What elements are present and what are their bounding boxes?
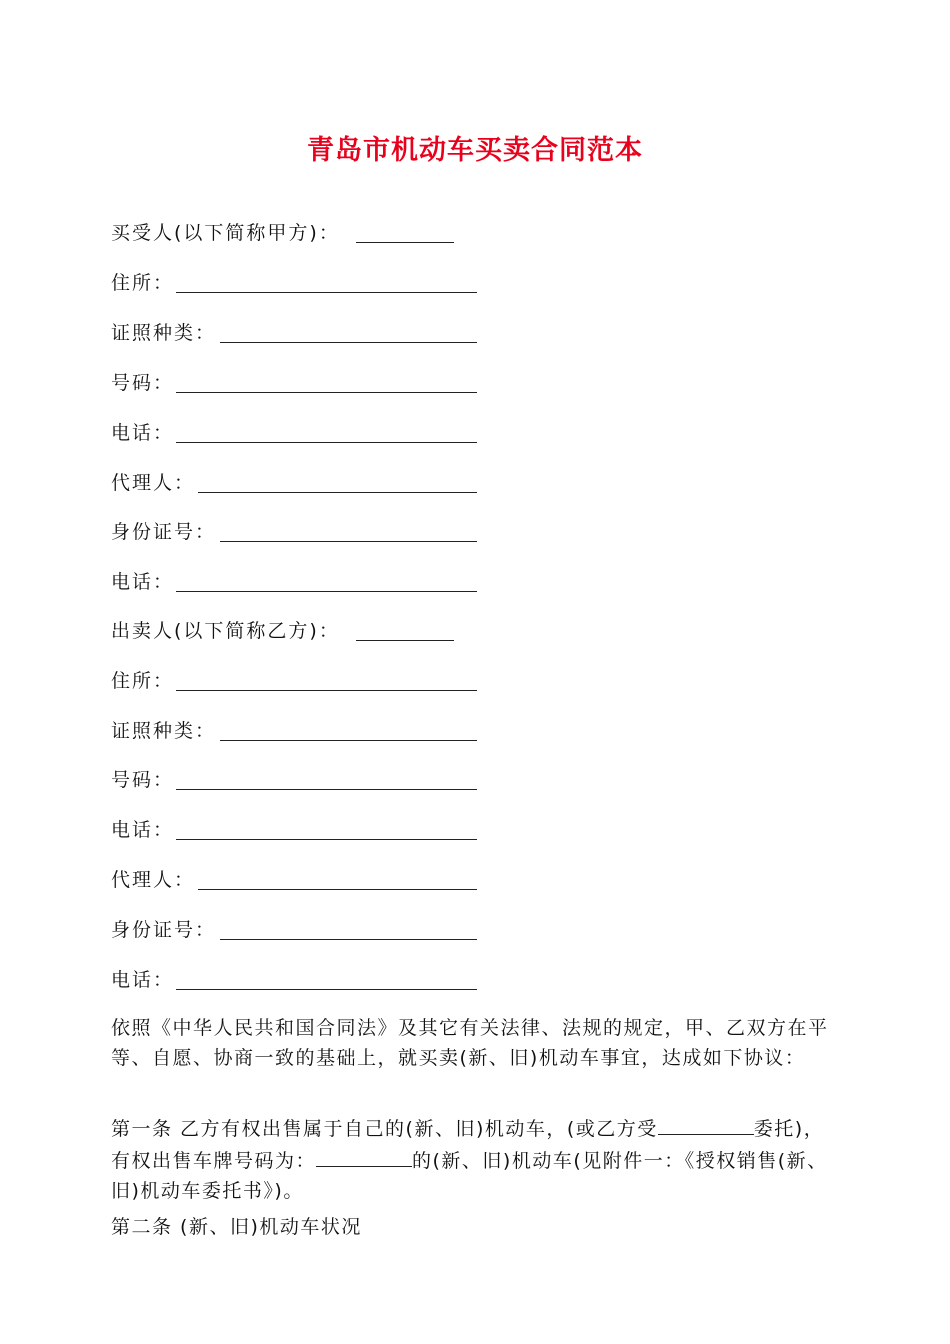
- buyer-phone-field: [111, 419, 174, 447]
- seller-license-type-field: [111, 717, 216, 745]
- seller-id-blank[interactable]: [220, 939, 477, 940]
- seller-name-blank[interactable]: [356, 640, 454, 641]
- buyer-id-blank[interactable]: [220, 541, 477, 542]
- field-label: 电话：: [111, 422, 175, 444]
- field-label: 住所：: [111, 272, 175, 294]
- buyer-number-blank[interactable]: [176, 392, 477, 393]
- buyer-license-type-blank[interactable]: [220, 342, 477, 343]
- buyer-agent-phone-field: [111, 568, 174, 596]
- field-label: 电话：: [111, 819, 175, 841]
- article-2-heading: 第二条 (新、旧)机动车状况: [111, 1216, 362, 1238]
- plate-number-blank[interactable]: [316, 1144, 412, 1167]
- article-1-text-a: 第一条 乙方有权出售属于自己的(新、旧)机动车，(或乙方受: [111, 1118, 658, 1140]
- buyer-number-field: [111, 369, 174, 397]
- field-label: 住所：: [111, 670, 175, 692]
- field-label: 身份证号：: [111, 521, 217, 543]
- buyer-license-type-field: [111, 319, 216, 347]
- buyer-address-field: [111, 269, 174, 297]
- seller-address-field: [111, 667, 174, 695]
- field-label: 电话：: [111, 969, 175, 991]
- field-label: 电话：: [111, 571, 175, 593]
- seller-license-type-blank[interactable]: [220, 740, 477, 741]
- buyer-address-blank[interactable]: [176, 292, 477, 293]
- buyer-agent-field: [111, 469, 195, 497]
- field-label: 证照种类：: [111, 322, 217, 344]
- buyer-heading-label: 买受人(以下简称甲方)：: [111, 222, 340, 244]
- field-label: 代理人：: [111, 869, 196, 891]
- seller-address-blank[interactable]: [176, 690, 477, 691]
- document-title: 青岛市机动车买卖合同范本: [307, 135, 643, 166]
- entrusting-party-blank[interactable]: [658, 1112, 754, 1135]
- article-1: [111, 1112, 841, 1206]
- article-1-text-b: 委托)，有权出售车牌号码为：: [111, 1118, 825, 1172]
- field-label: 身份证号：: [111, 919, 217, 941]
- field-label: 号码：: [111, 769, 175, 791]
- field-label: 证照种类：: [111, 720, 217, 742]
- seller-phone-blank[interactable]: [176, 839, 477, 840]
- field-label: 号码：: [111, 372, 175, 394]
- seller-heading-label: 出卖人(以下简称乙方)：: [111, 620, 340, 642]
- buyer-agent-blank[interactable]: [198, 492, 477, 493]
- seller-phone-field: [111, 816, 174, 844]
- buyer-heading: [111, 219, 340, 247]
- seller-agent-field: [111, 866, 195, 894]
- buyer-agent-phone-blank[interactable]: [176, 591, 477, 592]
- seller-agent-phone-blank[interactable]: [176, 989, 477, 990]
- buyer-id-field: [111, 518, 216, 546]
- seller-number-field: [111, 766, 174, 794]
- seller-id-field: [111, 916, 216, 944]
- field-label: 代理人：: [111, 472, 196, 494]
- article-1-text-c: 的(新、旧)机动车(见附件一：《授权销售(新、旧)机动车委托书》)。: [111, 1150, 828, 1202]
- buyer-name-blank[interactable]: [356, 242, 454, 243]
- seller-number-blank[interactable]: [176, 789, 477, 790]
- intro-paragraph: 依照《中华人民共和国合同法》及其它有关法律、法规的规定，甲、乙双方在平等、自愿、协商一致的基础上，就买卖(新、旧)机动车事宜，达成如下协议：: [111, 1017, 829, 1069]
- seller-heading: [111, 617, 340, 645]
- buyer-phone-blank[interactable]: [176, 442, 477, 443]
- seller-agent-phone-field: [111, 966, 174, 994]
- seller-agent-blank[interactable]: [198, 889, 477, 890]
